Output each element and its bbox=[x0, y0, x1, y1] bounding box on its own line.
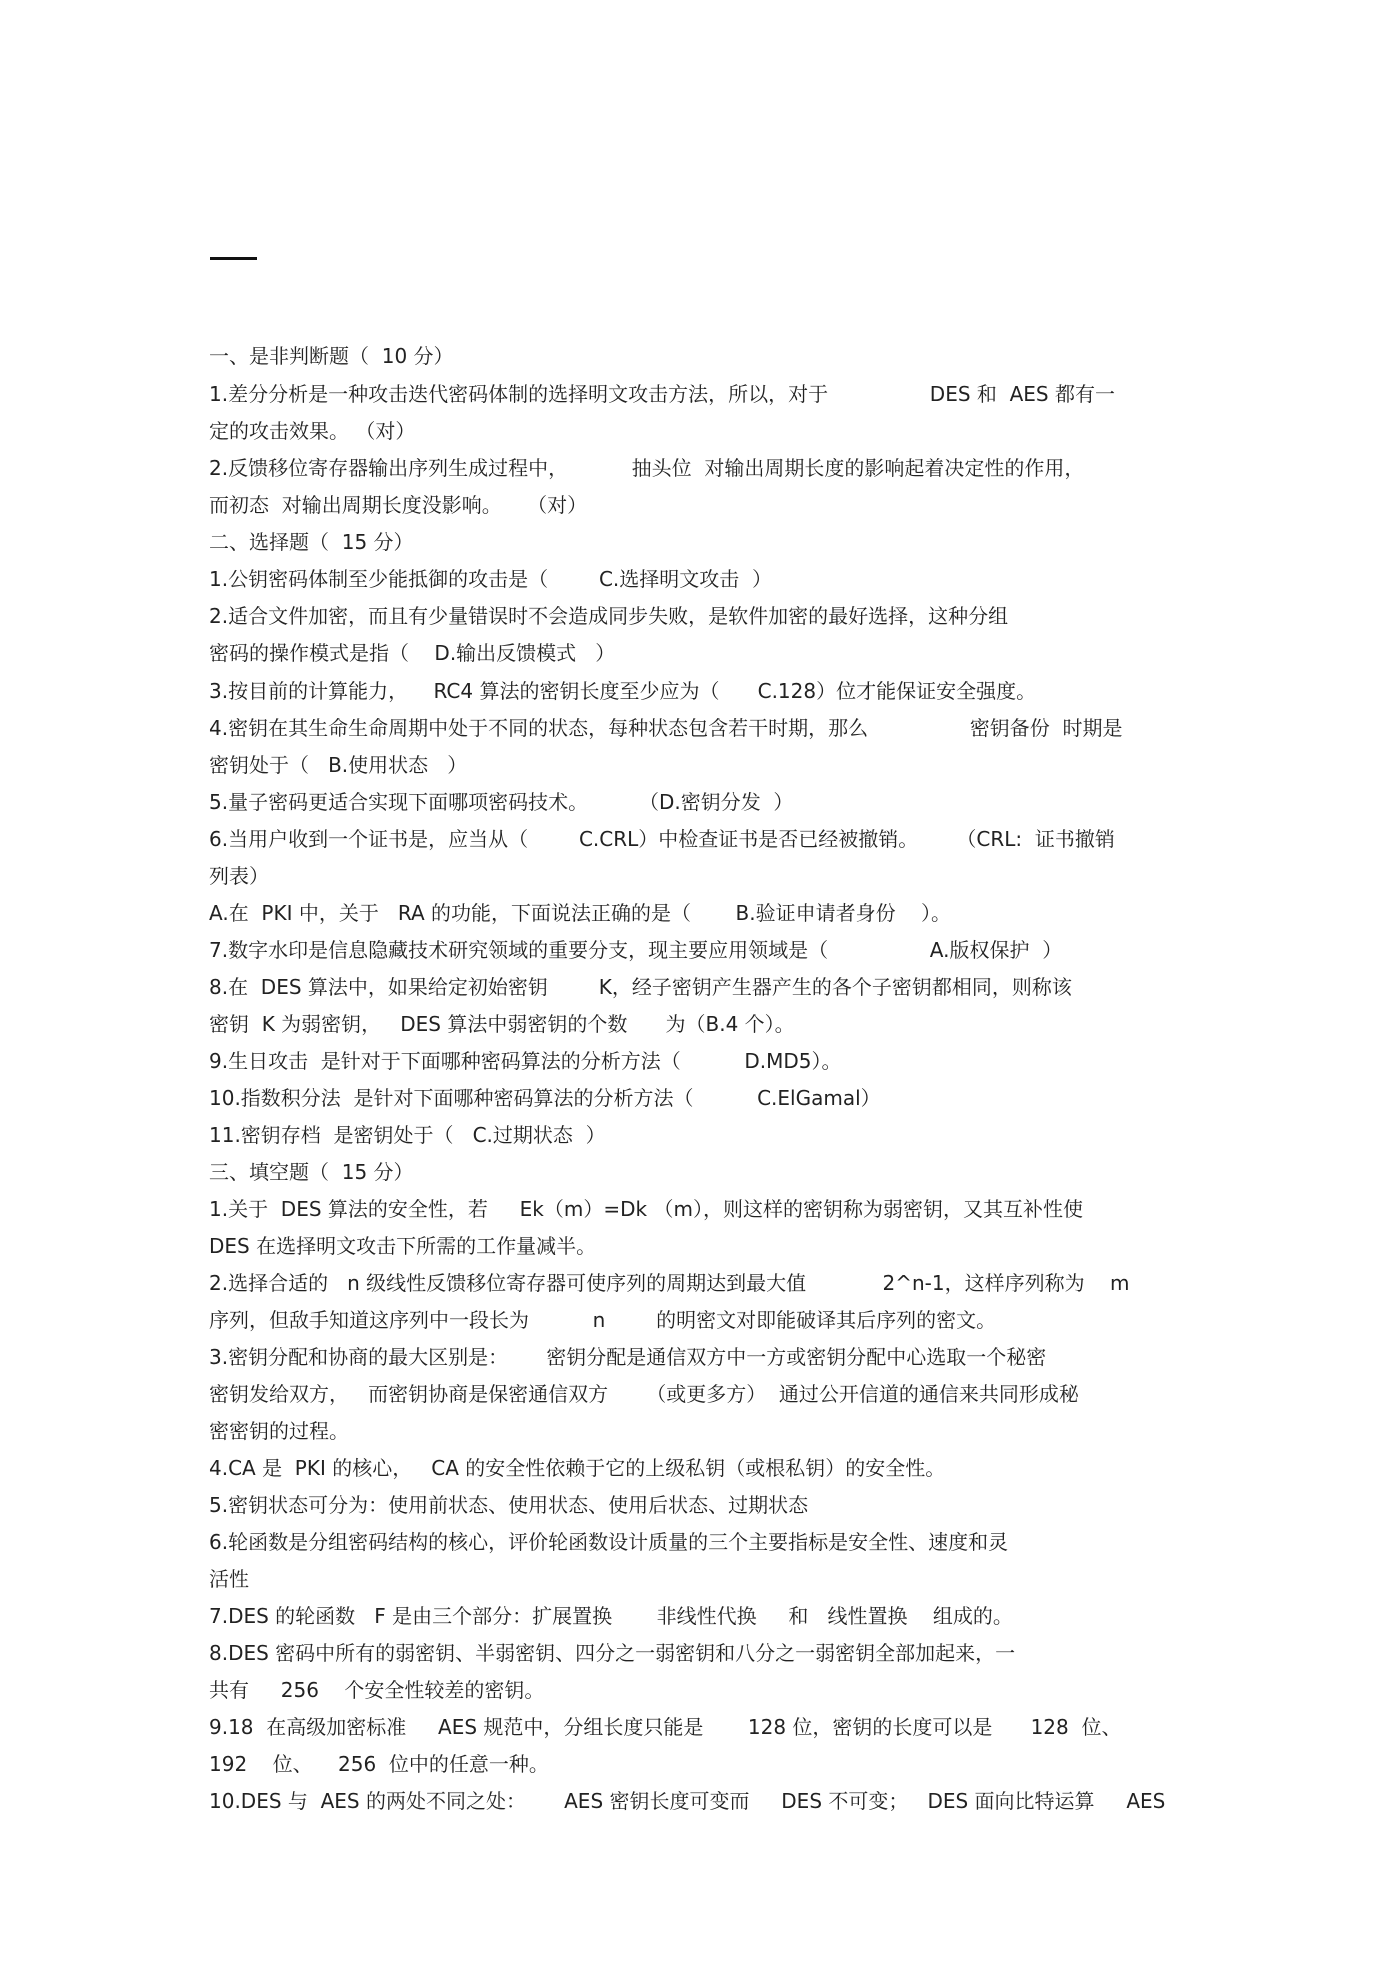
fill-q5: 5.密钥状态可分为：使用前状态、使用状态、使用后状态、过期状态 bbox=[209, 1493, 809, 1517]
mc-q7: 7.数字水印是信息隐藏技术研究领域的重要分支，现主要应用领域是（ A.版权保护 ） bbox=[209, 938, 1063, 962]
fill-q1-line1: 1.关于 DES 算法的安全性，若 Ek（m）=Dk （m），则这样的密钥称为弱密钥，又其互补性使 bbox=[209, 1197, 1083, 1221]
mc-q4-line1: 4.密钥在其生命生命周期中处于不同的状态，每种状态包含若干时期，那么 密钥备份 时期是 bbox=[209, 716, 1123, 740]
mc-q2-line2: 密码的操作模式是指（ D.输出反馈模式 ） bbox=[209, 641, 616, 665]
mc-q10: 10.指数积分法 是针对下面哪种密码算法的分析方法（ C.ElGamal） bbox=[209, 1086, 881, 1110]
fill-q1-line2: DES 在选择明文攻击下所需的工作量减半。 bbox=[209, 1234, 597, 1258]
mc-qa: A.在 PKI 中，关于 RA 的功能，下面说法正确的是（ B.验证申请者身份 ）。 bbox=[209, 901, 952, 925]
fill-q2-line1: 2.选择合适的 n 级线性反馈移位寄存器可使序列的周期达到最大值 2^n-1，这样序列称为 m bbox=[209, 1271, 1130, 1295]
mc-q9: 9.生日攻击 是针对于下面哪种密码算法的分析方法（ D.MD5）。 bbox=[209, 1049, 842, 1073]
mc-q8-line1: 8.在 DES 算法中，如果给定初始密钥 K，经子密钥产生器产生的各个子密钥都相同，则称该 bbox=[209, 975, 1072, 999]
section-heading-choice: 二、选择题（ 15 分） bbox=[209, 530, 414, 554]
mc-q5: 5.量子密码更适合实现下面哪项密码技术。 （D.密钥分发 ） bbox=[209, 790, 794, 814]
fill-q8-line2: 共有 256 个安全性较差的密钥。 bbox=[209, 1678, 545, 1702]
fill-q3-line3: 密密钥的过程。 bbox=[209, 1419, 349, 1443]
mc-q11: 11.密钥存档 是密钥处于（ C.过期状态 ） bbox=[209, 1123, 606, 1147]
mc-q2-line1: 2.适合文件加密，而且有少量错误时不会造成同步失败，是软件加密的最好选择，这种分组 bbox=[209, 604, 1009, 628]
tf-q2-line1: 2.反馈移位寄存器输出序列生成过程中， 抽头位 对输出周期长度的影响起着决定性的作用， bbox=[209, 456, 1085, 480]
tf-q2-line2: 而初态 对输出周期长度没影响。 （对） bbox=[209, 493, 588, 517]
fill-q3-line2: 密钥发给双方， 而密钥协商是保密通信双方 （或更多方） 通过公开信道的通信来共同形成秘 bbox=[209, 1382, 1079, 1406]
mc-q8-line2: 密钥 K 为弱密钥， DES 算法中弱密钥的个数 为（B.4 个）。 bbox=[209, 1012, 795, 1036]
fill-q8-line1: 8.DES 密码中所有的弱密钥、半弱密钥、四分之一弱密钥和八分之一弱密钥全部加起来，一 bbox=[209, 1641, 1016, 1665]
fill-q9-line2: 192 位、 256 位中的任意一种。 bbox=[209, 1752, 549, 1776]
fill-q6-line2: 活性 bbox=[209, 1567, 249, 1591]
fill-q3-line1: 3.密钥分配和协商的最大区别是： 密钥分配是通信双方中一方或密钥分配中心选取一个秘密 bbox=[209, 1345, 1047, 1369]
mc-q6-line1: 6.当用户收到一个证书是，应当从（ C.CRL）中检查证书是否已经被撤销。 （CRL: 证书撤销 bbox=[209, 827, 1115, 851]
fill-q10-line1: 10.DES 与 AES 的两处不同之处： AES 密钥长度可变而 DES 不可变； DES 面向比特运算 AES bbox=[209, 1789, 1166, 1813]
fill-q9-line1: 9.18 在高级加密标准 AES 规范中，分组长度只能是 128 位，密钥的长度可以是 128 位、 bbox=[209, 1715, 1122, 1739]
mc-q1: 1.公钥密码体制至少能抵御的攻击是（ C.选择明文攻击 ） bbox=[209, 567, 772, 591]
tf-q1-line1: 1.差分分析是一种攻击迭代密码体制的选择明文攻击方法，所以，对于 DES 和 AES 都有一 bbox=[209, 382, 1115, 406]
fill-q7: 7.DES 的轮函数 F 是由三个部分：扩展置换 非线性代换 和 线性置换 组成的。 bbox=[209, 1604, 1013, 1628]
mc-q3: 3.按目前的计算能力， RC4 算法的密钥长度至少应为（ C.128）位才能保证安全强度。 bbox=[209, 679, 1037, 703]
section-heading-fill: 三、填空题（ 15 分） bbox=[209, 1160, 414, 1184]
section-heading-true-false: 一、是非判断题（ 10 分） bbox=[209, 344, 454, 368]
fill-q4: 4.CA 是 PKI 的核心， CA 的安全性依赖于它的上级私钥（或根私钥）的安全性。 bbox=[209, 1456, 946, 1480]
fill-q6-line1: 6.轮函数是分组密码结构的核心，评价轮函数设计质量的三个主要指标是安全性、速度和灵 bbox=[209, 1530, 1009, 1554]
tf-q1-line2: 定的攻击效果。 （对） bbox=[209, 419, 416, 443]
top-rule bbox=[210, 257, 257, 260]
fill-q2-line2: 序列，但敌手知道这序列中一段长为 n 的明密文对即能破译其后序列的密文。 bbox=[209, 1308, 997, 1332]
mc-q6-line2: 列表） bbox=[209, 864, 269, 888]
mc-q4-line2: 密钥处于（ B.使用状态 ） bbox=[209, 753, 468, 777]
